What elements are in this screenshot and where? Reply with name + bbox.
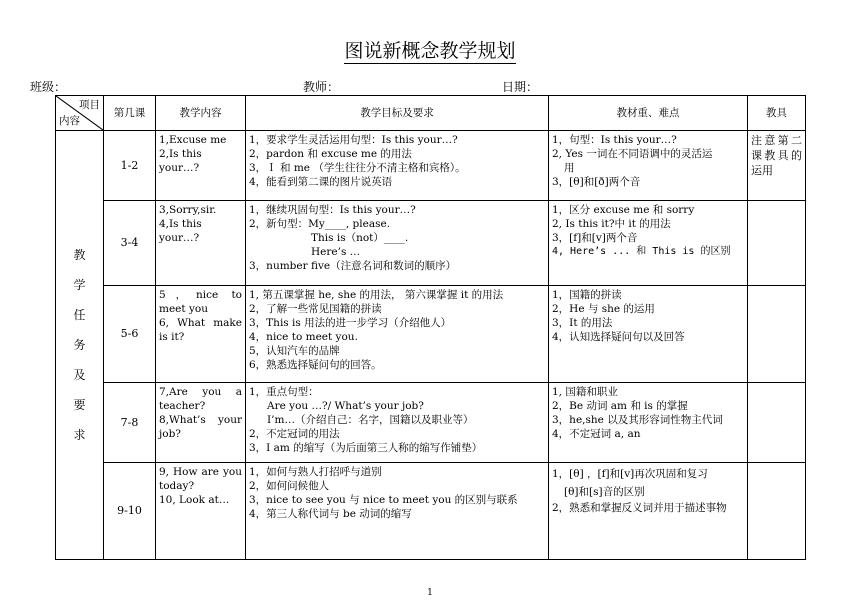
goal-line: 2，pardon 和 excuse me 的用法 xyxy=(249,148,412,160)
header-lesson: 第几课 xyxy=(104,96,156,131)
table-row xyxy=(56,201,806,286)
goal-line: 4，第三人称代词与 be 动词的缩写 xyxy=(249,508,412,520)
goal-line: 6，熟悉选择疑问句的回答。 xyxy=(249,359,382,371)
diag-header-top: 项目 xyxy=(79,99,100,111)
goal-line: 4，能看到第二课的图片说英语 xyxy=(249,176,393,188)
side-char: 教 xyxy=(73,248,86,262)
goal-line: 3，nice to see you 与 nice to meet you 的区别与联系 xyxy=(249,494,518,506)
content-cell xyxy=(156,463,246,560)
focus-line: 1，句型：Is this your…? xyxy=(552,134,677,146)
tools-cell xyxy=(748,286,806,383)
goal-line: Are you …?/ What’s your job? xyxy=(267,400,424,412)
lesson-number: 9-10 xyxy=(104,463,156,560)
goal-line: 3，I am 的缩写（为后面第三人称的缩写作铺垫） xyxy=(249,442,483,454)
side-char: 任 xyxy=(73,308,86,322)
header-goals: 教学目标及要求 xyxy=(246,96,549,131)
content-line: 1,Excuse me xyxy=(159,134,227,146)
goals-cell xyxy=(246,201,549,286)
content-cell xyxy=(156,383,246,463)
focus-line: 2, Yes 一词在不同语调中的灵活运 xyxy=(552,148,713,160)
focus-line: 2，Be 动词 am 和 is 的掌握 xyxy=(552,400,688,412)
header-content: 教学内容 xyxy=(156,96,246,131)
goal-line: 4，nice to meet you. xyxy=(249,331,358,343)
focus-line: 2，熟悉和掌握反义词并用于描述事物 xyxy=(552,502,727,514)
content-line: 3,Sorry,sir. xyxy=(159,204,217,216)
goal-line: 5，认知汽车的品牌 xyxy=(249,345,340,357)
tools-cell xyxy=(748,383,806,463)
goal-line: 1，要求学生灵活运用句型：Is this your…? xyxy=(249,134,458,146)
header-focus: 教材重、难点 xyxy=(549,96,748,131)
goals-cell xyxy=(246,463,549,560)
diag-header-bottom: 内容 xyxy=(59,115,80,127)
content-line: 2,Is this your…? xyxy=(159,148,202,174)
diagonal-header-cell xyxy=(56,96,104,131)
focus-cell xyxy=(549,463,748,560)
content-line: 9, How are you today? xyxy=(159,466,242,492)
content-line: 4,Is this your…? xyxy=(159,218,202,244)
side-char: 及 xyxy=(73,368,86,382)
focus-line: 4, Here’s ... 和 This is 的区别 xyxy=(552,246,731,257)
goal-line: I’m…（介绍自己：名字，国籍以及职业等） xyxy=(267,414,474,426)
lesson-number: 7-8 xyxy=(104,383,156,463)
goals-cell xyxy=(246,131,549,201)
table-row xyxy=(56,463,806,560)
focus-cell xyxy=(549,201,748,286)
side-char: 务 xyxy=(73,338,86,352)
focus-line: 1，区分 excuse me 和 sorry xyxy=(552,204,695,216)
goal-line: This is（not）____. xyxy=(311,232,409,244)
date-label: 日期： xyxy=(502,80,539,94)
side-char: 学 xyxy=(73,278,86,292)
goal-line: 1，继续巩固句型：Is this your…? xyxy=(249,204,416,216)
table-row xyxy=(56,286,806,383)
focus-line: 1, 国籍和职业 xyxy=(552,386,618,398)
goal-line: 1，如何与熟人打招呼与道别 xyxy=(249,466,382,478)
focus-line: 3，[f]和[v]两个音 xyxy=(552,232,638,244)
class-label: 班级： xyxy=(30,80,67,94)
page-title: 图说新概念教学规划 xyxy=(344,40,516,62)
side-label-cell xyxy=(56,131,104,560)
header-row xyxy=(56,96,806,131)
side-char: 求 xyxy=(73,428,86,442)
goal-line: 3，number five（注意名词和数词的顺序） xyxy=(249,260,457,272)
focus-line: 2, Is this it?中 it 的用法 xyxy=(552,218,671,230)
focus-cell xyxy=(549,131,748,201)
goal-line: 2，不定冠词的用法 xyxy=(249,428,340,440)
tools-cell xyxy=(748,463,806,560)
page-number: 1 xyxy=(427,588,433,598)
header-tools: 教具 xyxy=(748,96,806,131)
lesson-number: 3-4 xyxy=(104,201,156,286)
content-cell xyxy=(156,286,246,383)
content-cell xyxy=(156,131,246,201)
content-line: 10, Look at… xyxy=(159,494,230,506)
focus-line: 1，[θ] ，[f]和[v]再次巩固和复习 xyxy=(552,468,708,480)
focus-cell xyxy=(549,286,748,383)
teaching-plan-table xyxy=(55,95,806,560)
table-row xyxy=(56,131,806,201)
goal-line: 3，Ｉ 和 me （学生往往分不清主格和宾格）。 xyxy=(249,162,466,174)
goal-line: 2，新句型：My____, please. xyxy=(249,218,391,230)
content-line: 7,Are you a teacher? xyxy=(159,386,242,412)
teacher-label: 教师： xyxy=(303,80,340,94)
lesson-number: 5-6 xyxy=(104,286,156,383)
tools-cell xyxy=(748,201,806,286)
goal-line: 1, 第五课掌握 he, she 的用法， 第六课掌握 it 的用法 xyxy=(249,289,504,301)
content-line: 8,What’s your job? xyxy=(159,414,242,440)
goal-line: 1，重点句型： xyxy=(249,386,319,398)
focus-line: 用 xyxy=(564,162,575,174)
focus-line: 4，不定冠词 a, an xyxy=(552,428,641,440)
focus-cell xyxy=(549,383,748,463)
side-char: 要 xyxy=(73,398,86,412)
focus-line: 3，[θ]和[ð]两个音 xyxy=(552,176,641,188)
goal-line: 2，如何问候他人 xyxy=(249,480,330,492)
goals-cell xyxy=(246,286,549,383)
tools-cell: 注意第二课教具的运用 xyxy=(748,131,806,201)
focus-line: 3，he,she 以及其形容词性物主代词 xyxy=(552,414,723,426)
focus-line: 3，It 的用法 xyxy=(552,317,613,329)
goal-line: 2，了解一些常见国籍的拼读 xyxy=(249,303,382,315)
goal-line: Here’s … xyxy=(311,246,361,258)
lesson-number: 1-2 xyxy=(104,131,156,201)
focus-line: 1，国籍的拼读 xyxy=(552,289,622,301)
focus-line: 4，认知选择疑问句以及回答 xyxy=(552,331,685,343)
focus-line: [θ]和[s]音的区别 xyxy=(564,486,645,498)
goal-line: 3，This is 用法的进一步学习（介绍他人） xyxy=(249,317,452,329)
table-row xyxy=(56,383,806,463)
content-line: 6, What make is it? xyxy=(159,317,242,343)
goals-cell xyxy=(246,383,549,463)
content-line: 5，nice to meet you xyxy=(159,289,242,315)
focus-line: 2，He 与 she 的运用 xyxy=(552,303,655,315)
content-cell xyxy=(156,201,246,286)
